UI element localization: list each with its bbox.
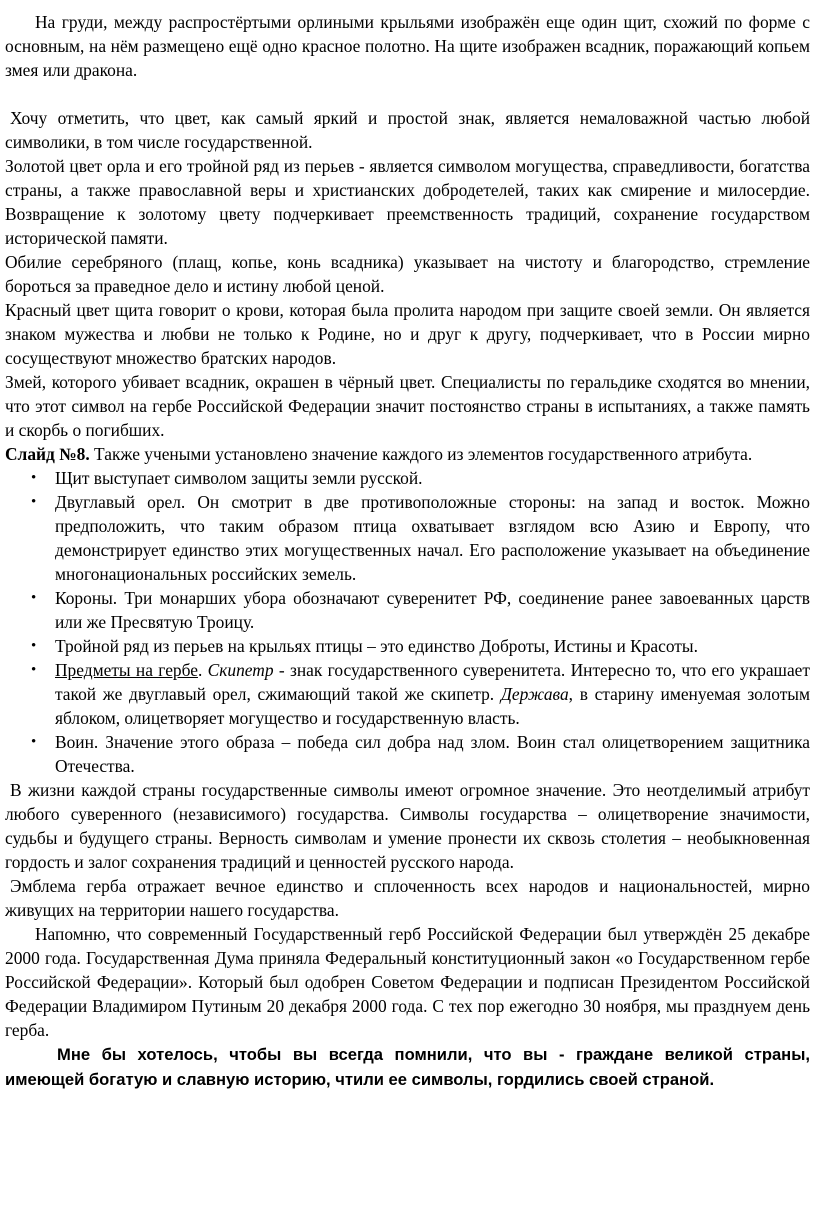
objects-separator: . xyxy=(197,660,208,680)
list-item-eagle xyxy=(31,490,810,586)
list-item-shield xyxy=(31,466,810,490)
paragraph-silver-color: Обилие серебряного (плащ, копье, конь всадника) указывает на чистоту и благородство, стремление бороться за праведное дело и истину любой ценой. xyxy=(5,252,810,296)
bullet-icon: • xyxy=(31,494,37,510)
bullet-icon: • xyxy=(31,638,37,654)
list-item-objects xyxy=(31,658,810,730)
list-item-text: Двуглавый орел. Он смотрит в две противоположные стороны: на запад и восток. Можно предположить, что таким образом птица охватывает взглядом всю Азию и Европу, что демонстрирует единство этих могущественных начал. Его расположение указывает на объединение многонациональных российских земель. xyxy=(55,492,810,584)
objects-heading: Предметы на гербе xyxy=(55,660,198,680)
orb-term: Держава xyxy=(500,684,569,704)
slide-label: Слайд №8. xyxy=(5,444,90,464)
paragraph-gold-color: Золотой цвет орла и его тройной ряд из перьев - является символом могущества, справедливости, богатства страны, а также православной веры и христианских добродетелей, таких как смирение и милосердие. Возвращение к золотому цвету подчеркивает преемственность традиций, сохранение государством исторической памяти. xyxy=(5,156,810,248)
slide-text: Также учеными установлено значение каждого из элементов государственного атрибута. xyxy=(89,444,753,464)
scepter-text: - знак государственного суверенитета. Интересно то, что его украшает такой же двуглавый орел, сжимающий такой же скипетр. xyxy=(55,660,810,704)
list-item-warrior xyxy=(31,730,810,778)
list-item-crowns xyxy=(31,586,810,634)
paragraph-coat-of-arms-history: Напомню, что современный Государственный герб Российской Федерации был утверждён 25 декабре 2000 года. Государственная Дума приняла Федеральный конституционный закон «о Государственном гербе Российской Федерации». Который был одобрен Советом Федерации и подписан Президентом Российской Федерации Владимиром Путиным 20 декабря 2000 года. С тех пор ежегодно 30 ноября, мы празднуем день герба. xyxy=(5,924,810,1040)
bullet-icon: • xyxy=(31,662,37,678)
bullet-icon: • xyxy=(31,470,37,486)
scepter-term: Скипетр xyxy=(207,660,274,680)
list-item-text: Щит выступает символом защиты земли русской. xyxy=(55,468,423,488)
paragraph-shield-description: На груди, между распростёртыми орлиными крыльями изображён еще один щит, схожий по форме с основным, на нём размещено ещё одно красное полотно. На щите изображен всадник, поражающий копьем змея или дракона. xyxy=(5,12,810,80)
paragraph-closing-appeal: Мне бы хотелось, чтобы вы всегда помнили, что вы - граждане великой страны, имеющей богатую и славную историю, чтили ее символы, гордились своей страной. xyxy=(5,1045,810,1089)
elements-list xyxy=(5,466,810,778)
list-item-text: Тройной ряд из перьев на крыльях птицы – это единство Доброты, Истины и Красоты. xyxy=(55,636,698,656)
paragraph-slide-8 xyxy=(5,442,810,466)
paragraph-black-serpent: Змей, которого убивает всадник, окрашен в чёрный цвет. Специалисты по геральдике сходятся во мнении, что этот символ на гербе Российской Федерации значит постоянство страны в испытаниях, а также память и скорбь о погибших. xyxy=(5,372,810,440)
list-item-feathers xyxy=(31,634,810,658)
orb-text: , в старину именуемая золотым яблоком, олицетворяет могущество и государственную власть. xyxy=(55,684,810,728)
paragraph-color-importance: Хочу отметить, что цвет, как самый яркий и простой знак, является немаловажной частью любой символики, в том числе государственной. xyxy=(5,108,810,152)
bullet-icon: • xyxy=(31,734,37,750)
paragraph-red-color: Красный цвет щита говорит о крови, которая была пролита народом при защите своей земли. Он является знаком мужества и любви не только к Родине, но и друг к другу, подчеркивает, что в России мирно сосуществуют множество братских народов. xyxy=(5,300,810,368)
paragraph-emblem-unity: Эмблема герба отражает вечное единство и сплоченность всех народов и национальностей, мирно живущих на территории нашего государства. xyxy=(5,876,810,920)
list-item-text: Короны. Три монарших убора обозначают суверенитет РФ, соединение ранее завоеванных царств или же Пресвятую Троицу. xyxy=(55,588,810,632)
bullet-icon: • xyxy=(31,590,37,606)
paragraph-symbols-meaning: В жизни каждой страны государственные символы имеют огромное значение. Это неотделимый атрибут любого суверенного (независимого) государства. Символы государства – олицетворение значимости, судьбы и будущего страны. Верность символам и умение пронести их сквозь столетия – необыкновенная гордость и залог сохранения традиций и ценностей русского народа. xyxy=(5,780,810,872)
list-item-text: Воин. Значение этого образа – победа сил добра над злом. Воин стал олицетворением защитника Отечества. xyxy=(55,732,810,776)
